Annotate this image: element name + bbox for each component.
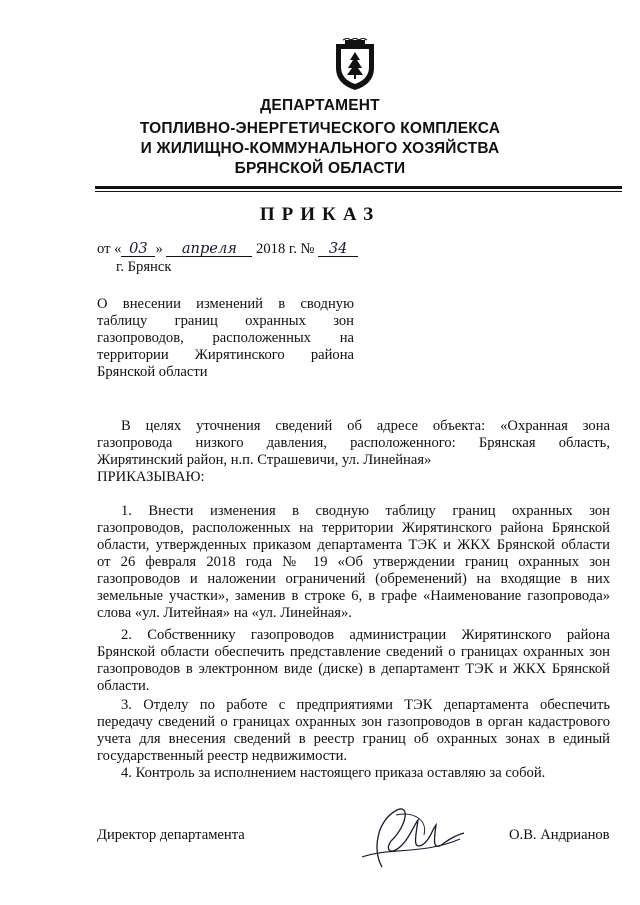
order-word: ПРИКАЗЫВАЮ: <box>97 469 205 485</box>
date-line <box>97 240 358 258</box>
document-title: ПРИКАЗ <box>259 204 381 225</box>
item-line: газопроводов и наложении ограничений (обременений) на входящие в них <box>97 571 610 587</box>
order-item-2 <box>97 627 610 695</box>
department-name-line3: И ЖИЛИЩНО-КОММУНАЛЬНОГО ХОЗЯЙСТВА <box>140 140 500 157</box>
department-name-line2: ТОПЛИВНО-ЭНЕРГЕТИЧЕСКОГО КОМПЛЕКСА <box>139 120 501 137</box>
date-mid: » <box>155 241 163 257</box>
signer-title: Директор департамента <box>97 827 245 843</box>
date-year: 2018 г. № <box>256 241 315 257</box>
date-month: апреля <box>181 240 237 257</box>
item-line: 3. Отделу по работе с предприятиями ТЭК департамента обеспечить <box>121 697 610 713</box>
subject-line: О внесении изменений в сводную <box>97 296 354 312</box>
city: г. Брянск <box>116 259 172 275</box>
item-line: 2. Собственнику газопроводов администрации Жирятинского района <box>121 627 610 643</box>
date-day-field <box>121 240 155 257</box>
item-line: 1. Внести изменения в сводную таблицу границ охранных зон <box>121 503 610 519</box>
item-line: 4. Контроль за исполнением настоящего приказа оставляю за собой. <box>121 765 546 781</box>
item-line: области, утвержденных приказом департамента ТЭК и ЖКХ Брянской области <box>97 537 610 553</box>
item-line: от 26 февраля 2018 года № 19 «Об утверждении границ охранных зон <box>97 554 610 570</box>
subject-line: газопроводов, расположенных на <box>97 330 354 346</box>
handwritten-signature <box>352 795 472 875</box>
order-number: 34 <box>328 240 348 257</box>
subject-line: таблицу границ охранных зон <box>97 313 354 329</box>
item-line: передачу сведений о границах охранных зон газопроводов в орган кадастрового <box>97 714 610 730</box>
preamble-line: В целях уточнения сведений об адресе объекта: «Охранная зона <box>121 418 610 434</box>
date-prefix: от « <box>97 241 122 257</box>
preamble-line: Жирятинский район, н.п. Страшевичи, ул. Линейная» <box>97 452 432 468</box>
item-line: газопроводов в электронном виде (диске) в департамент ТЭК и ЖКХ Брянской <box>97 661 610 677</box>
order-item-3 <box>97 697 610 765</box>
subject-line: Брянской области <box>97 364 208 380</box>
subject-line: территории Жирятинского района <box>97 347 354 363</box>
item-line: государственный реестр недвижимости. <box>97 748 348 764</box>
coat-of-arms-icon <box>333 38 377 92</box>
preamble-line: газопровода низкого давления, расположенного: Брянская область, <box>97 435 610 451</box>
item-line: земельные участки», заменив в строке 6, в графе «Наименование газопровода» <box>97 588 610 604</box>
item-line: слова «ул. Литейная» на «ул. Линейная». <box>97 605 352 621</box>
department-name-line1: ДЕПАРТАМЕНТ <box>260 97 380 114</box>
department-name-line4: БРЯНСКОЙ ОБЛАСТИ <box>234 160 406 177</box>
signer-name: О.В. Андрианов <box>509 827 610 843</box>
header-rule-thick <box>95 186 622 189</box>
order-number-field <box>318 240 358 257</box>
date-month-field <box>166 240 252 257</box>
order-item-1 <box>97 503 610 622</box>
preamble <box>97 418 610 486</box>
item-line: Брянской области обеспечить представление сведений о границах охранных зон <box>97 644 610 660</box>
subject-block <box>97 296 354 381</box>
item-line: области. <box>97 678 150 694</box>
header-rule-thin <box>95 191 622 192</box>
order-item-4 <box>97 765 610 782</box>
item-line: учета для внесения сведений в реестр границ об охранных зонах в единый <box>97 731 610 747</box>
item-line: газопроводов, расположенных на территории Жирятинского района Брянской <box>97 520 610 536</box>
date-day: 03 <box>129 240 148 257</box>
